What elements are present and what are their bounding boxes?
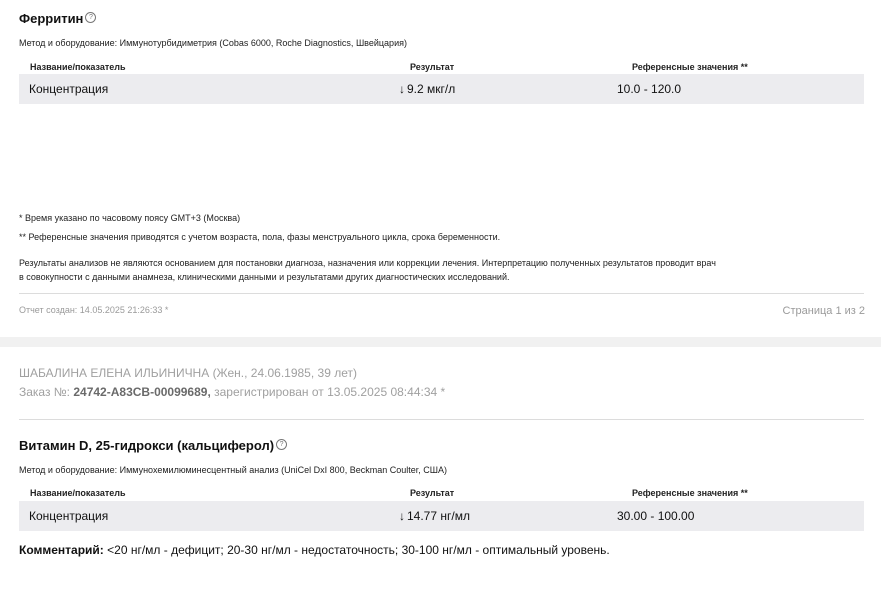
help-icon[interactable]: ?: [276, 439, 287, 450]
order-label: Заказ №:: [19, 385, 74, 399]
ferritin-method: Метод и оборудование: Иммунотурбидиметрия (Cobas 6000, Roche Diagnostics, Швейцария): [19, 38, 407, 48]
vitamin-d-comment: [19, 543, 610, 557]
reference-note: ** Референсные значения приводятся с учетом возраста, пола, фазы менструального цикла, срока беременности.: [19, 232, 501, 242]
order-number: 24742-A83CB-00099689,: [73, 385, 211, 399]
vitamin-d-header-result: Результат: [410, 488, 455, 498]
ferritin-header-reference: Референсные значения **: [632, 62, 748, 72]
vitamin-d-header-reference: Референсные значения **: [632, 488, 748, 498]
vitamin-d-result-row: [19, 501, 864, 531]
report-created: Отчет создан: 14.05.2025 21:26:33 *: [19, 305, 169, 315]
comment-text: <20 нг/мл - дефицит; 20-30 нг/мл - недостаточность; 30-100 нг/мл - оптимальный уровень.: [103, 543, 610, 557]
vitamin-d-row-reference: 30.00 - 100.00: [617, 509, 695, 523]
vitamin-d-method: Метод и оборудование: Иммунохемилюминесцентный анализ (UniCel DxI 800, Beckman Coulter, США): [19, 465, 447, 475]
ferritin-result-row: [19, 74, 864, 104]
ferritin-row-reference: 10.0 - 120.0: [617, 82, 682, 96]
divider: [19, 419, 864, 420]
ferritin-header-result: Результат: [410, 62, 455, 72]
disclaimer-line-2: в совокупности с данными анамнеза, клиническими данными и результатами других диагностических исследований.: [19, 272, 510, 282]
order-registered: зарегистрирован от 13.05.2025 08:44:34 *: [210, 385, 446, 399]
vitamin-d-row-name: Концентрация: [29, 509, 109, 523]
ferritin-row-result: [399, 82, 455, 96]
vitamin-d-header-name: Название/показатель: [30, 488, 126, 498]
ferritin-header-name: Название/показатель: [30, 62, 126, 72]
time-note: * Время указано по часовому поясу GMT+3 (Москва): [19, 213, 241, 223]
patient-info: ШАБАЛИНА ЕЛЕНА ИЛЬИНИЧНА (Жен., 24.06.1985, 39 лет): [19, 366, 357, 380]
order-info: [19, 385, 445, 399]
vitamin-d-title-block: [19, 438, 287, 453]
help-icon[interactable]: ?: [85, 12, 96, 23]
ferritin-title-block: [19, 11, 96, 26]
vitamin-d-title: Витамин D, 25-гидрокси (кальциферол): [19, 438, 275, 453]
disclaimer-line-1: Результаты анализов не являются основанием для постановки диагноза, назначения или коррекции лечения. Интерпретацию полученных результатов проводит врач: [19, 258, 716, 268]
ferritin-title: Ферритин: [19, 11, 84, 26]
vitamin-d-result-value: 14.77 нг/мл: [407, 509, 470, 523]
divider: [19, 293, 864, 294]
ferritin-row-name: Концентрация: [29, 82, 109, 96]
down-arrow-icon: ↓: [399, 509, 405, 523]
down-arrow-icon: ↓: [399, 82, 405, 96]
page-break: [0, 337, 881, 347]
vitamin-d-row-result: [399, 509, 470, 523]
page-number: Страница 1 из 2: [782, 305, 865, 317]
comment-label: Комментарий:: [19, 543, 104, 557]
ferritin-result-value: 9.2 мкг/л: [407, 82, 456, 96]
